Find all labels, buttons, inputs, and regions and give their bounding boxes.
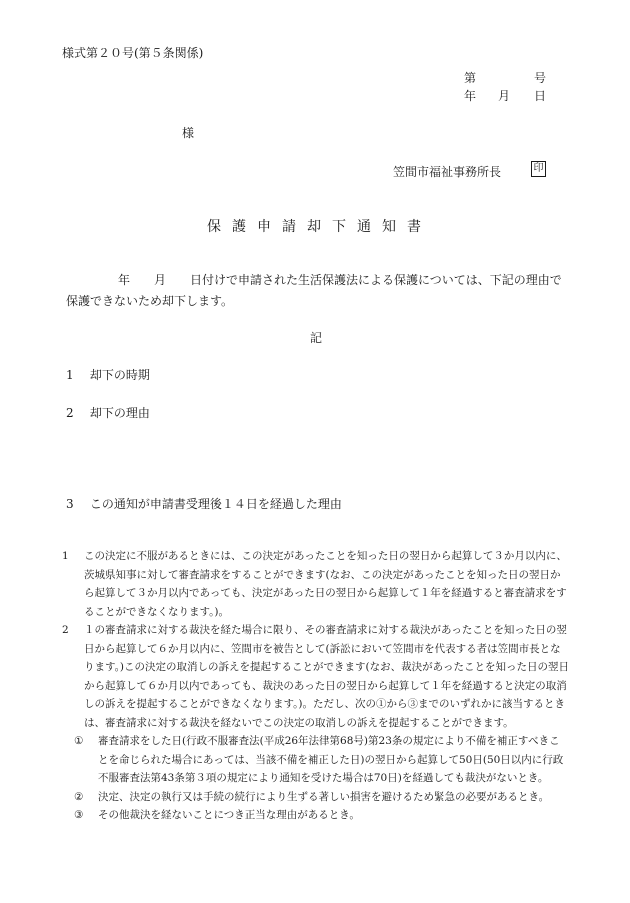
body-paragraph: 年 月 日付けで申請された生活保護法による保護については、下記の理由で保護できないため却下します。 bbox=[66, 273, 562, 308]
note-item bbox=[62, 547, 570, 621]
sub-note-item bbox=[74, 806, 570, 825]
date-day-label: 日 bbox=[534, 89, 547, 103]
item-label: 却下の理由 bbox=[89, 406, 150, 420]
issuer-name: 笠間市福祉事務所長 bbox=[393, 165, 502, 179]
item-number: 3 bbox=[66, 497, 74, 511]
item-rejection-date bbox=[66, 366, 150, 383]
item-delay-reason bbox=[66, 495, 342, 512]
item-label: 却下の時期 bbox=[89, 368, 150, 382]
addressee-suffix: 様 bbox=[182, 126, 195, 140]
sub-note-text: 審査請求をした日(行政不服審査法(平成26年法律第68号)第23条の規定により不備を補正すべきことを命じられた場合にあっては、当該不備を補正した日)の翌日から起算して50日(50日以内に行政不服審査法第43条第３項の規定により通知を受けた場合は70日)を経過しても裁決がないとき。 bbox=[98, 735, 564, 784]
item-number: 1 bbox=[66, 368, 74, 382]
date-month-label: 月 bbox=[498, 89, 511, 103]
document-number-line bbox=[464, 69, 547, 86]
ki-heading: 記 bbox=[310, 331, 323, 345]
sub-note-item bbox=[74, 732, 570, 788]
sub-note-item bbox=[74, 788, 570, 807]
date-year-label: 年 bbox=[464, 89, 477, 103]
note-number: 1 bbox=[62, 550, 69, 562]
form-number: 様式第２０号(第５条関係) bbox=[62, 46, 204, 60]
sub-note-number: ③ bbox=[74, 809, 84, 821]
note-item bbox=[62, 621, 570, 732]
item-number: 2 bbox=[66, 406, 74, 420]
sub-note-number: ② bbox=[74, 790, 84, 803]
note-number: 2 bbox=[62, 624, 69, 636]
item-label: この通知が申請書受理後１４日を経過した理由 bbox=[89, 497, 342, 511]
item-rejection-reason bbox=[66, 404, 150, 421]
note-text: この決定に不服があるときには、この決定があったことを知った日の翌日から起算して３か月以内に、茨城県知事に対して審査請求をすることができます(なお、この決定があったことを知った日の翌日から起算して３か月以内であっても、決定があった日の翌日から起算して１年を経過すると審査請求をすることができなくなります。)。 bbox=[84, 550, 567, 618]
notes-section bbox=[62, 547, 570, 825]
note-text: １の審査請求に対する裁決を経た場合に限り、その審査請求に対する裁決があったことを知った日の翌日から起算して６か月以内に、笠間市を被告として(訴訟において笠間市を代表する者は笠間市長となります。)この決定の取消しの訴えを提起することができます(なお、裁決があったことを知った日の翌日から起算して６か月以内であっても、裁決のあった日の翌日から起算して１年を経過すると決定の取消しの訴えを提起することができなくなります。)。ただし、次の①から③までのいずれかに該当するときは、審査請求に対する裁決を経ないでこの決定の取消しの訴えを提起することができます。 bbox=[84, 624, 569, 729]
document-title: 保護申請却下通知書 bbox=[207, 219, 432, 235]
sub-note-text: その他裁決を経ないことにつき正当な理由があるとき。 bbox=[98, 809, 360, 821]
sub-note-number: ① bbox=[74, 735, 84, 747]
number-dai-label: 第 bbox=[464, 71, 477, 85]
sub-note-text: 決定、決定の執行又は手続の続行により生ずる著しい損害を避けるため緊急の必要があるとき。 bbox=[98, 790, 550, 803]
seal-mark: 印 bbox=[531, 161, 546, 177]
number-go-label: 号 bbox=[534, 71, 547, 85]
